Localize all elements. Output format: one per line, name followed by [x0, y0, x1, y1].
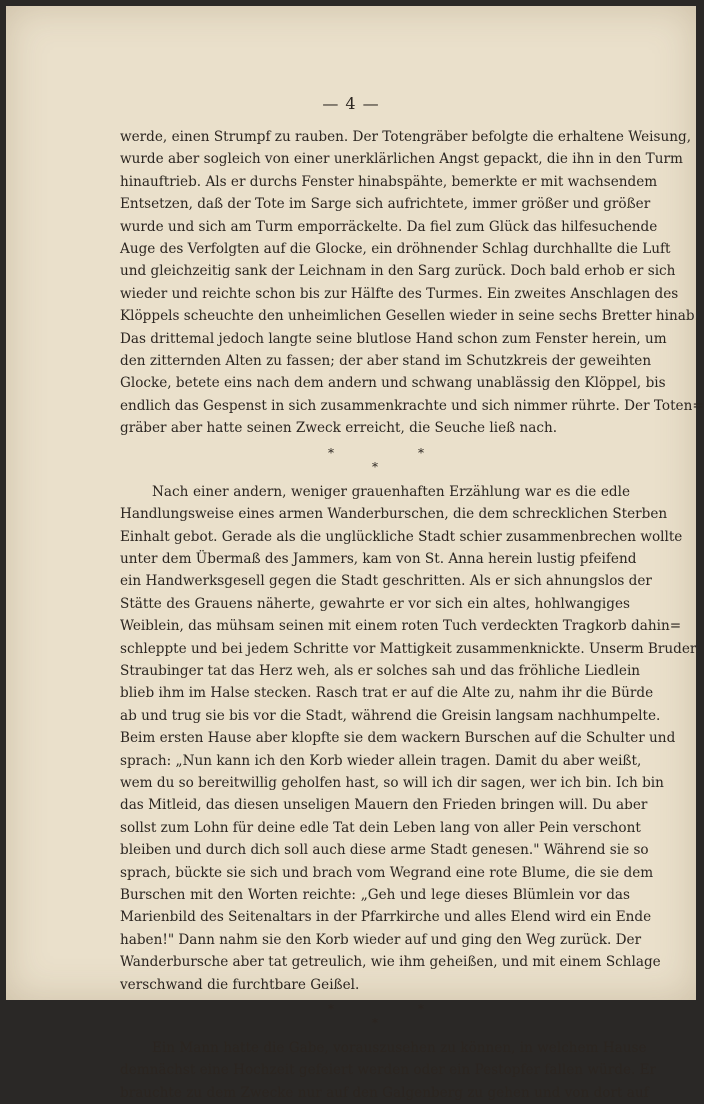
separator-asterisk: *: [418, 1002, 424, 1017]
text-line: Beim ersten Hause aber klopfte sie dem wackern Burschen auf die Schulter und: [120, 730, 676, 747]
text-line: ab und trug sie bis vor die Stadt, während die Greisin langsam nachhumpelte.: [120, 707, 661, 724]
text-line: Entsetzen, daß der Tote im Sarge sich aufrichtete, immer größer und größer: [120, 196, 651, 213]
text-line: Handlungsweise eines armen Wanderburschen, die dem schrecklichen Sterben: [120, 506, 668, 523]
text-line: werde, einen Strumpf zu rauben. Der Totengräber befolgte die erhaltene Weisung,: [120, 129, 692, 145]
text-line: blieb ihm im Halse stecken. Rasch trat er auf die Alte zu, nahm ihr die Bürde: [120, 685, 654, 702]
separator-asterisk: *: [372, 459, 378, 474]
text-line: den zitternden Alten zu fassen; der aber stand im Schutzkreis der geweihten: [120, 353, 652, 370]
paragraph-2: [120, 481, 697, 996]
text-line: wurde aber sogleich von einer unerklärlichen Angst gepackt, die ihn in den Turm: [120, 151, 683, 168]
text-line: Auge des Verfolgten auf die Glocke, ein dröhnender Schlag durchhallte die Luft: [120, 241, 671, 258]
text-line: brauchte zu dem Zwecke nur auf den Galgenberg zu gehen und von dort auf: [120, 1084, 649, 1101]
text-line: und gleichzeitig sank der Leichnam in den Sarg zurück. Doch bald erhob er sich: [120, 263, 676, 280]
text-line: Ein Mann hatte die Gabe, vorauszusehen zu können, in welchem Hause: [152, 1040, 647, 1057]
text-line: gräber aber hatte seinen Zweck erreicht, die Seuche ließ nach.: [120, 420, 558, 437]
separator-asterisk: *: [328, 445, 334, 460]
text-line: Wanderbursche aber tat getreulich, wie ihm geheißen, und mit einem Schlage: [120, 954, 661, 971]
text-line: sprach, bückte sie sich und brach vom Wegrand eine rote Blume, die sie dem: [120, 864, 654, 881]
text-line: Glocke, betete eins nach dem andern und schwang unablässig den Klöppel, bis: [120, 375, 666, 392]
paragraph-3: [120, 1037, 657, 1104]
text-line: Das drittemal jedoch langte seine blutlose Hand schon zum Fenster herein, um: [120, 330, 667, 347]
text-line: Marienbild des Seitenaltars in der Pfarrkirche und alles Elend wird ein Ende: [120, 909, 652, 926]
paragraph-1: [120, 126, 704, 440]
text-line: sollst zum Lohn für deine edle Tat dein Leben lang von aller Pein verschont: [120, 819, 641, 836]
text-line: sprach: „Nun kann ich den Korb wieder allein tragen. Damit du aber weißt,: [120, 752, 642, 769]
text-line: bleiben und durch dich soll auch diese arme Stadt genesen." Während sie so: [120, 842, 649, 859]
book-page: [6, 6, 704, 1101]
text-line: schleppte und bei jedem Schritte vor Mattigkeit zusammenknickte. Unserm Bruder: [120, 640, 697, 657]
separator-asterisk: *: [418, 445, 424, 460]
text-line: wieder und reichte schon bis zur Hälfte des Turmes. Ein zweites Anschlagen des: [120, 285, 679, 302]
text-line: haben!" Dann nahm sie den Korb wieder auf und ging den Weg zurück. Der: [120, 931, 642, 948]
text-line: endlich das Gespenst in sich zusammenkrachte und sich nimmer rührte. Der Toten=: [120, 397, 704, 414]
section-separator: [120, 444, 630, 477]
text-line: Straubinger tat das Herz weh, als er solches sah und das fröhliche Liedlein: [120, 662, 641, 679]
section-separator: [120, 1000, 630, 1033]
text-line: ein Handwerksgesell gegen die Stadt geschritten. Als er sich ahnungslos der: [120, 573, 652, 590]
text-line: Nach einer andern, weniger grauenhaften Erzählung war es die edle: [152, 483, 630, 500]
separator-asterisk: *: [372, 1016, 378, 1031]
text-line: Burschen mit den Worten reichte: „Geh und lege dieses Blümlein vor das: [120, 887, 630, 903]
text-line: Einhalt gebot. Gerade als die unglückliche Stadt schier zusammenbrechen wollte: [120, 528, 683, 545]
text-line: Stätte des Grauens näherte, gewahrte er vor sich ein altes, hohlwangiges: [120, 595, 630, 612]
text-line: wurde und sich am Turm emporräckelte. Da fiel zum Glück das hilfesuchende: [120, 218, 658, 235]
text-line: demnächst eine Hochzeit gefeiert werden oder ein Pestopfer fallen würde. Er: [120, 1062, 657, 1079]
text-line: wem du so bereitwillig geholfen hast, so will ich dir sagen, wer ich bin. Ich bin: [120, 774, 664, 791]
text-line: hinauftrieb. Als er durchs Fenster hinabspähte, bemerkte er mit wachsendem: [120, 173, 658, 190]
page-number: — 4 —: [322, 94, 380, 113]
text-line: das Mitleid, das diesen unseligen Mauern den Frieden bringen will. Du aber: [120, 797, 648, 814]
text-line: Klöppels scheuchte den unheimlichen Gesellen wieder in seine sechs Bretter hinab.: [120, 308, 699, 325]
separator-asterisk: *: [328, 1002, 334, 1017]
text-line: unter dem Übermaß des Jammers, kam von St. Anna herein lustig pfeifend: [120, 550, 637, 567]
text-line: verschwand die furchtbare Geißel.: [120, 976, 360, 993]
body-text: [120, 126, 704, 1104]
text-line: Weiblein, das mühsam seinen mit einem roten Tuch verdeckten Tragkorb dahin=: [120, 618, 682, 635]
